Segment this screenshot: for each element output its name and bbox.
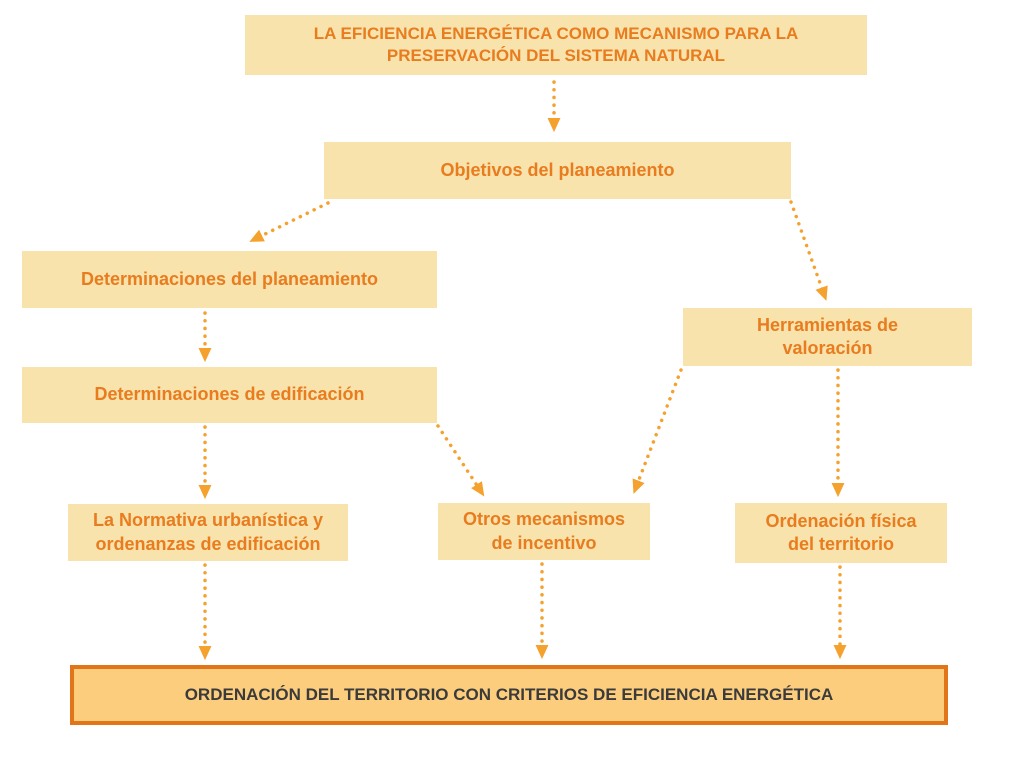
connector-objetivos-to-det-plan — [253, 203, 328, 240]
node-objetivos-del-planeamiento — [324, 142, 791, 199]
node-herramientas-de-valoracion — [683, 308, 972, 366]
connector-herramientas-to-otros — [635, 370, 681, 490]
node-objetivos-label: Objetivos del planeamiento — [440, 159, 675, 180]
connector-objetivos-to-herramientas — [791, 202, 825, 297]
node-det-plan-label: Determinaciones del planeamiento — [80, 268, 379, 289]
node-footer-ordenacion-territorio — [70, 665, 948, 725]
node-determinaciones-del-planeamiento — [22, 251, 437, 308]
node-ord-fisica-label: Ordenación física del territorio — [765, 510, 917, 554]
node-normativa-label: La Normativa urbanística y ordenanzas de edificación — [92, 510, 324, 554]
node-determinaciones-de-edificacion — [22, 367, 437, 423]
node-otros-mecanismos — [438, 503, 650, 560]
node-det-edif-label: Determinaciones de edificación — [94, 384, 365, 405]
node-normativa-urbanistica — [68, 504, 348, 561]
node-title-label: LA EFICIENCIA ENERGÉTICA COMO MECANISMO PARA LA PRESERVACIÓN DEL SISTEMA NATURAL — [313, 24, 799, 65]
connector-det-edif-to-otros — [438, 426, 482, 493]
node-otros-label: Otros mecanismos de incentivo — [462, 509, 626, 553]
node-ordenacion-fisica — [735, 503, 947, 563]
node-footer-label: ORDENACIÓN DEL TERRITORIO CON CRITERIOS DE EFICIENCIA ENERGÉTICA — [184, 685, 834, 705]
node-title — [245, 15, 867, 75]
node-herramientas-label: Herramientas de valoración — [756, 314, 899, 358]
